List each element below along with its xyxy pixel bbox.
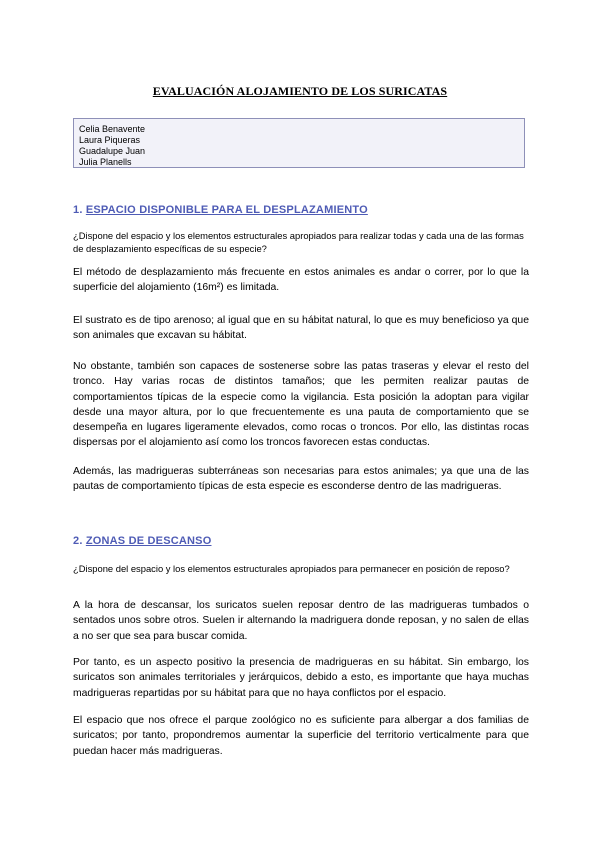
paragraph: Por tanto, es un aspecto positivo la presencia de madrigueras en su hábitat. Sin embargo, los suricatos son animales territoriales y jerárquicos, debido a esto, es importante que haya muchas madrigueras repartidas por su hábitat para que no haya conflictos por el espacio. <box>73 657 529 699</box>
section-title: ESPACIO DISPONIBLE PARA EL DESPLAZAMIENTO <box>85 204 368 216</box>
paragraph: El sustrato es de tipo arenoso; al igual que en su hábitat natural, lo que es muy beneficioso ya que son animales que excavan su hábitat. <box>73 315 529 342</box>
author-name: Guadalupe Juan <box>79 146 146 156</box>
section-title: ZONAS DE DESCANSO <box>85 535 212 547</box>
document-title: EVALUACIÓN ALOJAMIENTO DE LOS SURICATAS <box>152 84 448 98</box>
section-question: ¿Dispone del espacio y los elementos estructurales apropiados para permanecer en posición de reposo? <box>73 563 510 574</box>
paragraph: A la hora de descansar, los suricatos suelen reposar dentro de las madrigueras tumbados o sentados unos sobre otros. Suelen ir alternando la madriguera donde reposan, y no salen de ellas a no ser que sea para buscar comida. <box>73 600 529 642</box>
section-number: 2. <box>73 535 83 547</box>
author-name: Celia Benavente <box>79 124 146 134</box>
section-question: ¿Dispone del espacio y los elementos estructurales apropiados para realizar todas y cada una de las formas de desplazamiento específicas de su especie? <box>73 230 524 254</box>
paragraph: No obstante, también son capaces de sostenerse sobre las patas traseras y elevar el resto del tronco. Hay varias rocas de distintos tamaños; que les permiten realizar pautas de comportamientos típicas de la especie como la vigilancia. Esta posición la adoptan para vigilar desde una mayor altura, por lo que frecuentemente es una pauta de comportamiento que se desempeña en lugares ligeramente elevados, como rocas o troncos. Por ello, las distintas rocas dispersas por el alojamiento así como los troncos favorecen estas conductas. <box>73 361 529 449</box>
author-name: Julia Planells <box>79 157 132 167</box>
section-heading-descanso <box>73 535 211 547</box>
authors-box <box>73 118 525 168</box>
author-name: Laura Piqueras <box>79 135 141 145</box>
paragraph: Además, las madrigueras subterráneas son necesarias para estos animales; ya que una de las pautas de comportamiento típicas de esta especie es esconderse dentro de las madrigueras. <box>73 466 529 493</box>
section-heading-espacio <box>73 204 368 216</box>
section-number: 1. <box>73 204 83 216</box>
paragraph: El espacio que nos ofrece el parque zoológico no es suficiente para albergar a dos familias de suricatos; por tanto, propondremos aumentar la superficie del territorio verticalmente para que puedan hacer más madrigueras. <box>73 715 529 757</box>
paragraph: El método de desplazamiento más frecuente en estos animales es andar o correr, por lo que la superficie del alojamiento (16m²) es limitada. <box>73 267 529 294</box>
